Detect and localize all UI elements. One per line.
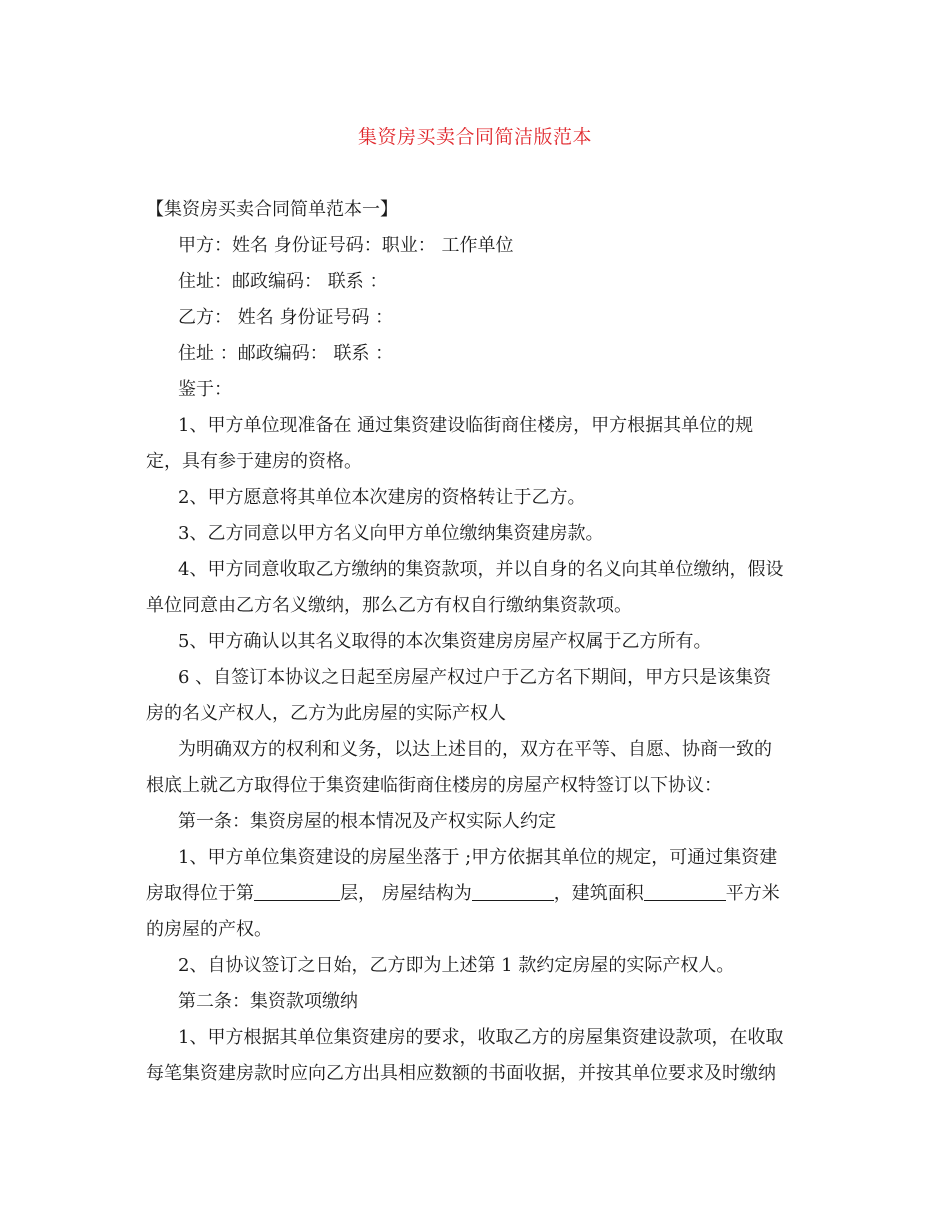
clause-6-line-1: 6 、自签订本协议之日起至房屋产权过户于乙方名下期间，甲方只是该集资 <box>178 667 772 688</box>
party-b-line: 乙方： 姓名 身份证号码 ： <box>178 307 394 328</box>
document-title: 集资房买卖合同简洁版范本 <box>357 126 592 148</box>
clause-4-line-1: 4、甲方同意收取乙方缴纳的集资款项，并以自身的名义向其单位缴纳，假设 <box>178 559 784 580</box>
whereas-label: 鉴于： <box>178 379 232 400</box>
party-b-address: 住址 ：邮政编码： 联系 ： <box>178 343 394 364</box>
article-1-title: 第一条：集资房屋的根本情况及产权实际人约定 <box>178 811 556 832</box>
article-1-clause-1-line-1: 1、甲方单位集资建设的房屋坐落于 ;甲方依据其单位的规定，可通过集资建 <box>178 847 778 868</box>
floor-prefix: 房取得位于第 <box>146 883 254 904</box>
clause-5: 5、甲方确认以其名义取得的本次集资建房房屋产权属于乙方所有。 <box>178 631 712 652</box>
area-blank <box>644 880 726 901</box>
clause-2: 2、甲方愿意将其单位本次建房的资格转让于乙方。 <box>178 487 586 508</box>
article-2-clause-1-line-1: 1、甲方根据其单位集资建房的要求，收取乙方的房屋集资建设款项，在收取 <box>178 1027 784 1048</box>
area-prefix: ，建筑面积 <box>553 883 644 904</box>
purpose-line-1: 为明确双方的权利和义务，以达上述目的，双方在平等、自愿、协商一致的 <box>178 739 772 760</box>
article-1-clause-1-line-3: 的房屋的产权。 <box>146 919 272 940</box>
area-unit: 平方米 <box>725 883 780 904</box>
clause-4-line-2: 单位同意由乙方名义缴纳，那么乙方有权自行缴纳集资款项。 <box>146 595 632 616</box>
structure-blank <box>472 880 554 901</box>
clause-6-line-2: 房的名义产权人，乙方为此房屋的实际产权人 <box>146 703 506 724</box>
structure-prefix: 层， 房屋结构为 <box>340 883 472 904</box>
clause-1-line-2: 定，具有参于建房的资格。 <box>146 451 362 472</box>
floor-blank <box>254 880 340 901</box>
article-2-title: 第二条：集资款项缴纳 <box>178 991 358 1012</box>
article-1-clause-1-line-2 <box>146 876 811 912</box>
party-a-line: 甲方：姓名 身份证号码：职业： 工作单位 <box>178 235 514 256</box>
section-heading: 【集资房买卖合同简单范本一】 <box>146 199 398 220</box>
clause-3: 3、乙方同意以甲方名义向甲方单位缴纳集资建房款。 <box>178 523 604 544</box>
clause-1-line-1: 1、甲方单位现准备在 通过集资建设临街商住楼房，甲方根据其单位的规 <box>178 415 754 436</box>
party-a-address: 住址：邮政编码： 联系 ： <box>178 271 388 292</box>
article-2-clause-1-line-2: 每笔集资建房款时应向乙方出具相应数额的书面收据，并按其单位要求及时缴纳 <box>146 1063 776 1084</box>
article-1-clause-2: 2、自协议签订之日始，乙方即为上述第 1 款约定房屋的实际产权人。 <box>178 955 735 976</box>
purpose-line-2: 根底上就乙方取得位于集资建临街商住楼房的房屋产权特签订以下协议： <box>146 775 722 796</box>
document-body <box>146 192 811 1092</box>
